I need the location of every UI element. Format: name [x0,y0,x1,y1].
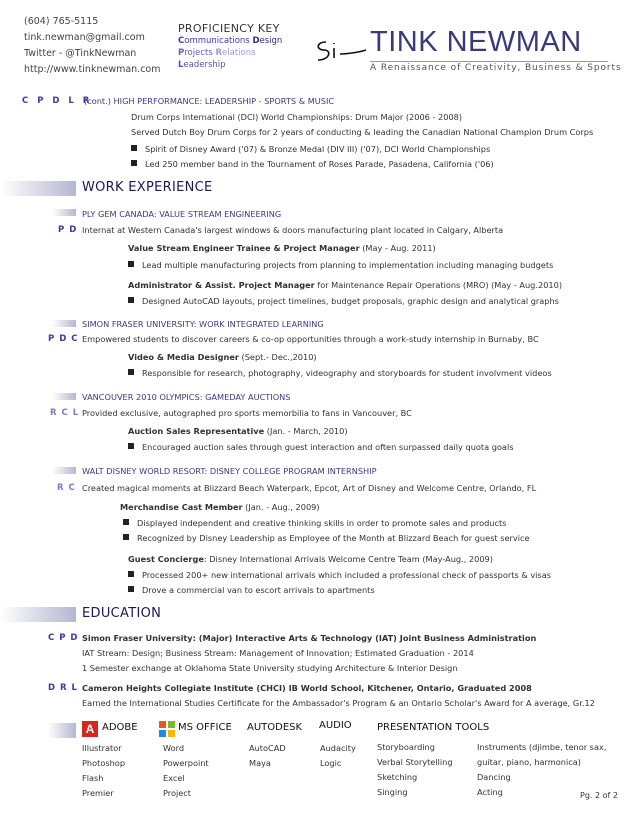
work-heading: WORK EXPERIENCE [82,180,213,195]
skill-item: guitar, piano, harmonica) [477,757,581,767]
org-bar [52,467,76,474]
skill-item: Maya [249,758,271,768]
org-bar [52,393,76,400]
skills-heading-bar [48,723,76,738]
bullet-icon [128,586,134,592]
skills-presentation-title: PRESENTATION TOOLS [377,722,490,733]
sfu-role-1: Video & Media Designer (Sept.- Dec.,2010) [128,352,317,362]
sfu-codes: P D C [48,334,79,344]
page-number: Pg. 2 of 2 [580,791,618,800]
sfu-desc: Empowered students to discover careers & co-op opportunities through a work-study internship in Burnaby, BC [82,334,539,344]
edu-sfu-title: Simon Fraser University: (Major) Interactive Arts & Technology (IAT) Joint Business Administration [82,633,537,643]
disney-desc: Created magical moments at Blizzard Beach Waterpark, Epcot, Art of Disney and Welcome Centre, Orlando, FL [82,483,537,493]
bullet-icon [128,369,134,375]
proficiency-line-2: Projects Relations [178,48,256,58]
skills-adobe-list [82,741,125,801]
plygem-role-2-bullet: Designed AutoCAD layouts, project timelines, budget proposals, graphic design and analytical graphs [128,296,559,306]
proficiency-key-title: PROFICIENCY KEY [178,22,280,35]
skill-item: Illustrator [82,743,122,753]
skill-item: Audacity [320,743,356,753]
bullet-icon [123,519,129,525]
work-heading-bar [0,181,76,196]
education-heading-bar [0,607,76,622]
skill-item: Photoshop [82,758,126,768]
edu-sfu-line-2: 1 Semester exchange at Oklahoma State University studying Architecture & Interior Design [82,663,458,673]
adobe-icon: A [82,721,98,737]
proficiency-line-3: Leadership [178,60,226,70]
skill-item: Acting [477,787,503,797]
skill-item: Logic [320,758,342,768]
contact-twitter[interactable]: Twitter - @TinkNewman [24,48,137,59]
skills-audio-list [320,741,356,771]
proficiency-line-1: Communications Design [178,36,283,46]
header-name [370,26,582,59]
signature-logo [312,36,368,66]
bullet-icon [131,145,137,151]
van-org: VANCOUVER 2010 OLYMPICS: GAMEDAY AUCTIONS [82,392,291,402]
education-heading: EDUCATION [82,606,162,621]
contact-website[interactable]: http://www.tinknewman.com [24,64,161,75]
sfu-role-1-bullet: Responsible for research, photography, videography and storyboards for student involvment videos [128,368,552,378]
skills-audio-title: AUDIO [319,720,352,731]
plygem-codes: P D [58,225,78,235]
van-desc: Provided exclusive, autographed pro sports memorbilia to fans in Vancouver, BC [82,408,412,418]
disney-codes: R C [57,483,76,493]
plygem-role-1: Value Stream Engineer Trainee & Project Manager (May - Aug. 2011) [128,243,436,253]
skill-item: Singing [377,787,408,797]
bullet-icon [128,571,134,577]
header-rule [370,61,608,62]
plygem-role-2: Administrator & Assist. Project Manager for Maintenance Repair Operations (MRO) (May - Aug.2010) [128,280,563,290]
van-role-1: Auction Sales Representative (Jan. - March, 2010) [128,426,348,436]
skill-item: Verbal Storytelling [377,757,453,767]
disney-role-1: Merchandise Cast Member (Jan. - Aug., 2009) [120,502,320,512]
hp-bullet-1: Spirit of Disney Award ('07) & Bronze Medal (DIV III) ('07), DCI World Championships [131,144,490,154]
plygem-org: PLY GEM CANADA: VALUE STREAM ENGINEERING [82,209,282,219]
skills-autodesk-title: AUTODESK [247,722,303,733]
skill-item: Storyboarding [377,742,435,752]
skill-item: Project [163,788,192,798]
bullet-icon [123,534,129,540]
contact-email[interactable]: tink.newman@gmail.com [24,32,145,43]
skills-adobe-title: ADOBE [102,722,138,733]
skills-ms-title: MS OFFICE [178,722,232,733]
skills-ms-list [163,741,209,801]
edu-chci-codes: D R L [48,683,78,693]
skills-autodesk-list [249,741,286,771]
hp-line-2: Served Dutch Boy Drum Corps for 2 years of conducting & leading the Canadian National Champion Drum Corps [131,127,594,137]
edu-chci-line-1: Earned the International Studies Certificate for the Ambassador's Program & an Ontario Scholar's Award for A average, Gr.12 [82,698,595,708]
org-bar [52,320,76,327]
van-codes: R C L [50,408,80,418]
plygem-role-1-bullet: Lead multiple manufacturing projects from planning to implementation including managing budgets [128,260,553,270]
skill-item: Premier [82,788,114,798]
skill-item: Word [163,743,185,753]
hp-title: (cont.) HIGH PERFORMANCE: LEADERSHIP - SPORTS & MUSIC [84,96,335,106]
disney-role-2: Guest Concierge: Disney International Arrivals Welcome Centre Team (May-Aug., 2009) [128,554,493,564]
hp-line-1: Drum Corps International (DCI) World Championships: Drum Major (2006 - 2008) [131,112,463,122]
skill-item: AutoCAD [249,743,286,753]
disney-role-2-bullet-1: Processed 200+ new international arrivals which included a professional check of passports & visas [128,570,551,580]
skill-item: Powerpoint [163,758,209,768]
skill-item: Flash [82,773,104,783]
ms-office-icon [158,720,176,738]
hp-codes: C P D L R [22,96,93,106]
header-name-part-1: TIN [370,26,419,58]
bullet-icon [128,261,134,267]
disney-role-2-bullet-2: Drove a commercial van to escort arrivals to apartments [128,585,375,595]
hp-bullet-2: Led 250 member band in the Tournament of Roses Parade, Pasadena, California ('06) [131,159,494,169]
disney-role-1-bullet-2: Recognized by Disney Leadership as Employee of the Month at Blizzard Beach for guest service [123,533,530,543]
contact-block [24,14,161,78]
skill-item: Excel [163,773,185,783]
skill-item: Sketching [377,772,418,782]
disney-role-1-bullet-1: Displayed independent and creative thinking skills in order to promote sales and products [123,518,506,528]
edu-sfu-line-1: IAT Stream: Design; Business Stream: Management of Innovation; Estimated Graduation - 2014 [82,648,474,658]
skills-presentation-col-1 [377,740,453,800]
proficiency-key [178,22,282,71]
disney-org: WALT DISNEY WORLD RESORT: DISNEY COLLEGE PROGRAM INTERNSHIP [82,466,377,476]
contact-phone: (604) 765-5115 [24,16,99,27]
header-tagline: A Renaissance of Creativity, Business & Sports [370,63,622,73]
plygem-desc: Internat at Western Canada's largest windows & doors manufacturing plant located in Calgary, Alberta [82,225,504,235]
bullet-icon [131,160,137,166]
org-bar [52,209,76,216]
skill-item: Dancing [477,772,511,782]
edu-sfu-codes: C P D [48,633,79,643]
edu-chci-title: Cameron Heights Collegiate Institute (CHCI) IB World School, Kitchener, Ontario, Graduated 2008 [82,683,532,693]
van-role-1-bullet: Encouraged auction sales through guest interaction and often surpassed daily quota goals [128,442,514,452]
skill-item: Instruments (djimbe, tenor sax, [477,742,607,752]
sfu-org: SIMON FRASER UNIVERSITY: WORK INTEGRATED LEARNING [82,319,324,329]
header-name-part-2: K NEWMAN [418,26,582,58]
bullet-icon [128,443,134,449]
bullet-icon [128,297,134,303]
